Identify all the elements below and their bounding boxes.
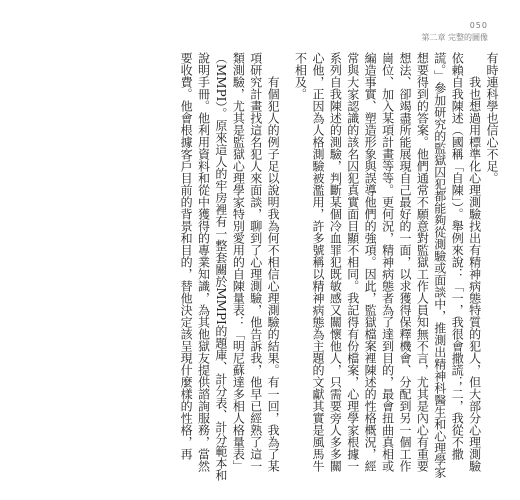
running-header <box>421 20 488 44</box>
page-number: 050 <box>469 21 488 30</box>
chapter-title: 第二章 完整的圖像 <box>421 33 488 42</box>
paragraph: 有時連科學也信心不足。 <box>485 52 499 184</box>
paragraph: 有個犯人的例子足以說明我為何不相信心理測驗的結果。有一回，我為了某項研究計畫找這名犯人來面談，聊到了心理測驗，他告訴我，他早已經熟了這一類測驗，尤其是監獄心理學家特別愛用的自陳量表：「明尼蘇達多相人格量表」（MMPI）。原來這人的牢房裡有一整套關於MMPI的題庫、計分表、計分範本和說明手冊。他利用資料和從中獲得的專業知識，為其他獄友提供諮詢服務，當然要收費。他會根據客戶目前的背景和目的，替他決定該呈現什麼樣的性格，再 <box>179 52 281 481</box>
paragraph: 我也想過用標準化心理測驗找出有精神病態特質的犯人，但大部分心理測驗依賴自我陳述（國稱「自陳」）。舉例來說：「一，我很會撒謊；二，我從不撒謊。」參加研究的監獄囚犯都能夠從測驗或面談中，推測出精神科醫生和心理學家想要得到的答案。他們通常不願意對監獄工作人員知無不言，尤其是內心有重要想法、卻竭盡所能展現自己最好的一面，以求獲得保釋機會、分配到另一個工作崗位、加入某項計畫等等。更何況，精神病態者為了達到目的，最會扭曲真相或編造事實、塑造形象與誤導他們的強項。因此，監獄檔案裡陳述的性格概況，經常與大家認識的該名囚犯真實面目顯不相同。我記得有份檔案，心理學家根據一系列自我陳述的測驗，判斷某個冷血罪犯既敏感又關懷他人，只需要旁人多多關心他，正因為人格測驗被濫用，許多號稱以精神病態為主題的文獻其實是風馬牛不相及。 <box>293 52 482 478</box>
vertical-text-body <box>60 52 500 482</box>
